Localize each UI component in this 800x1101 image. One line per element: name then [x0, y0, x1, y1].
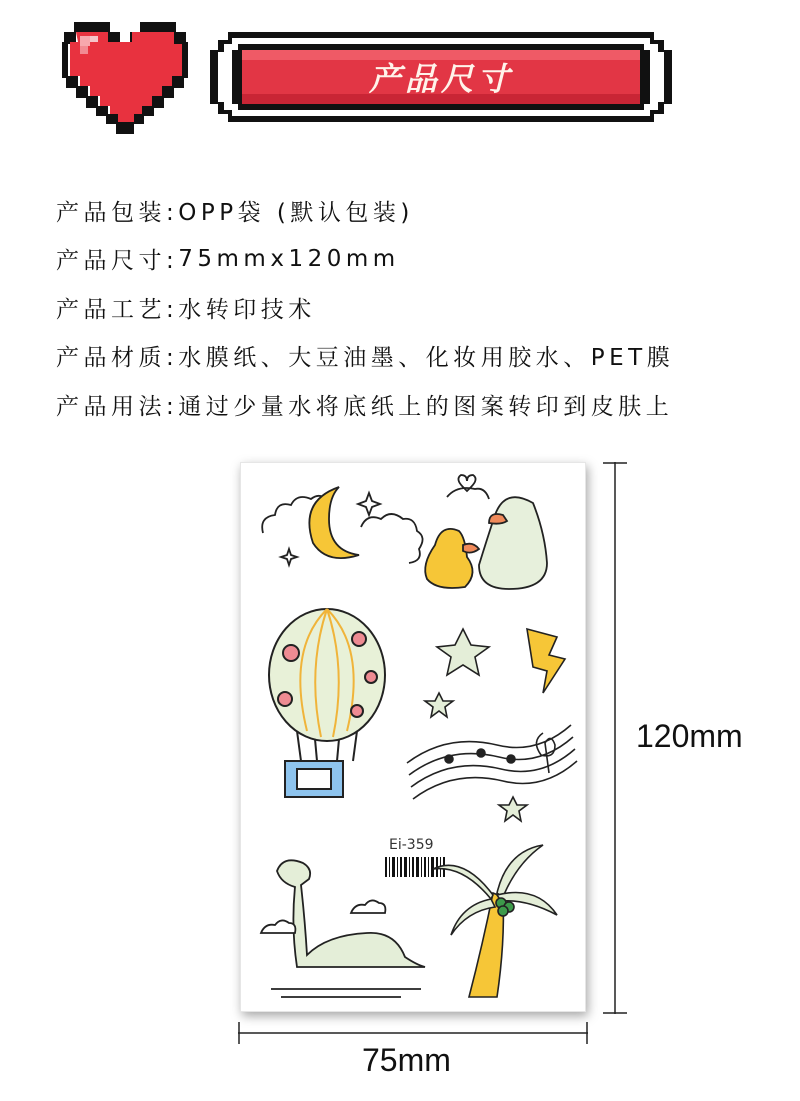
spec-label: 产品材质:: [56, 345, 179, 372]
palm-tree-icon: [433, 845, 557, 997]
spec-row-usage: [56, 380, 776, 429]
spec-list: [56, 186, 776, 429]
spec-row-size: [56, 235, 776, 284]
banner-title: 产品尺寸: [368, 60, 513, 98]
width-label: 75mm: [362, 1042, 451, 1078]
sheet-artwork: [241, 463, 587, 1013]
lightning-icon: [527, 629, 565, 693]
spec-value: 水膜纸、大豆油墨、化妆用胶水、PET膜: [178, 345, 675, 372]
spec-label: 产品用法:: [56, 393, 179, 420]
tattoo-sheet: [240, 462, 586, 1012]
sku-code: Ei-359: [389, 837, 434, 853]
dinosaur-icon: [261, 860, 425, 997]
spec-value: 75mmx120mm: [178, 245, 400, 272]
spec-label: 产品包装:: [56, 199, 179, 226]
music-staff-icon: [407, 725, 577, 799]
moon-icon: [309, 487, 359, 558]
spec-row-process: [56, 283, 776, 332]
spec-label: 产品工艺:: [56, 296, 179, 323]
spec-row-material: [56, 332, 776, 381]
height-label: 120mm: [636, 718, 743, 754]
spec-row-packaging: [56, 186, 776, 235]
pixel-heart-icon: [62, 22, 188, 134]
spec-value: OPP袋 (默认包装): [178, 199, 414, 226]
hot-air-balloon-icon: [269, 609, 385, 797]
spec-value: 水转印技术: [178, 296, 316, 323]
spec-label: 产品尺寸:: [56, 248, 179, 275]
stars-icon: [425, 629, 527, 821]
ducks-icon: [425, 475, 547, 589]
height-dimension-line: [600, 462, 630, 1014]
spec-value: 通过少量水将底纸上的图案转印到皮肤上: [178, 393, 674, 420]
width-dimension-line: [238, 1022, 588, 1044]
